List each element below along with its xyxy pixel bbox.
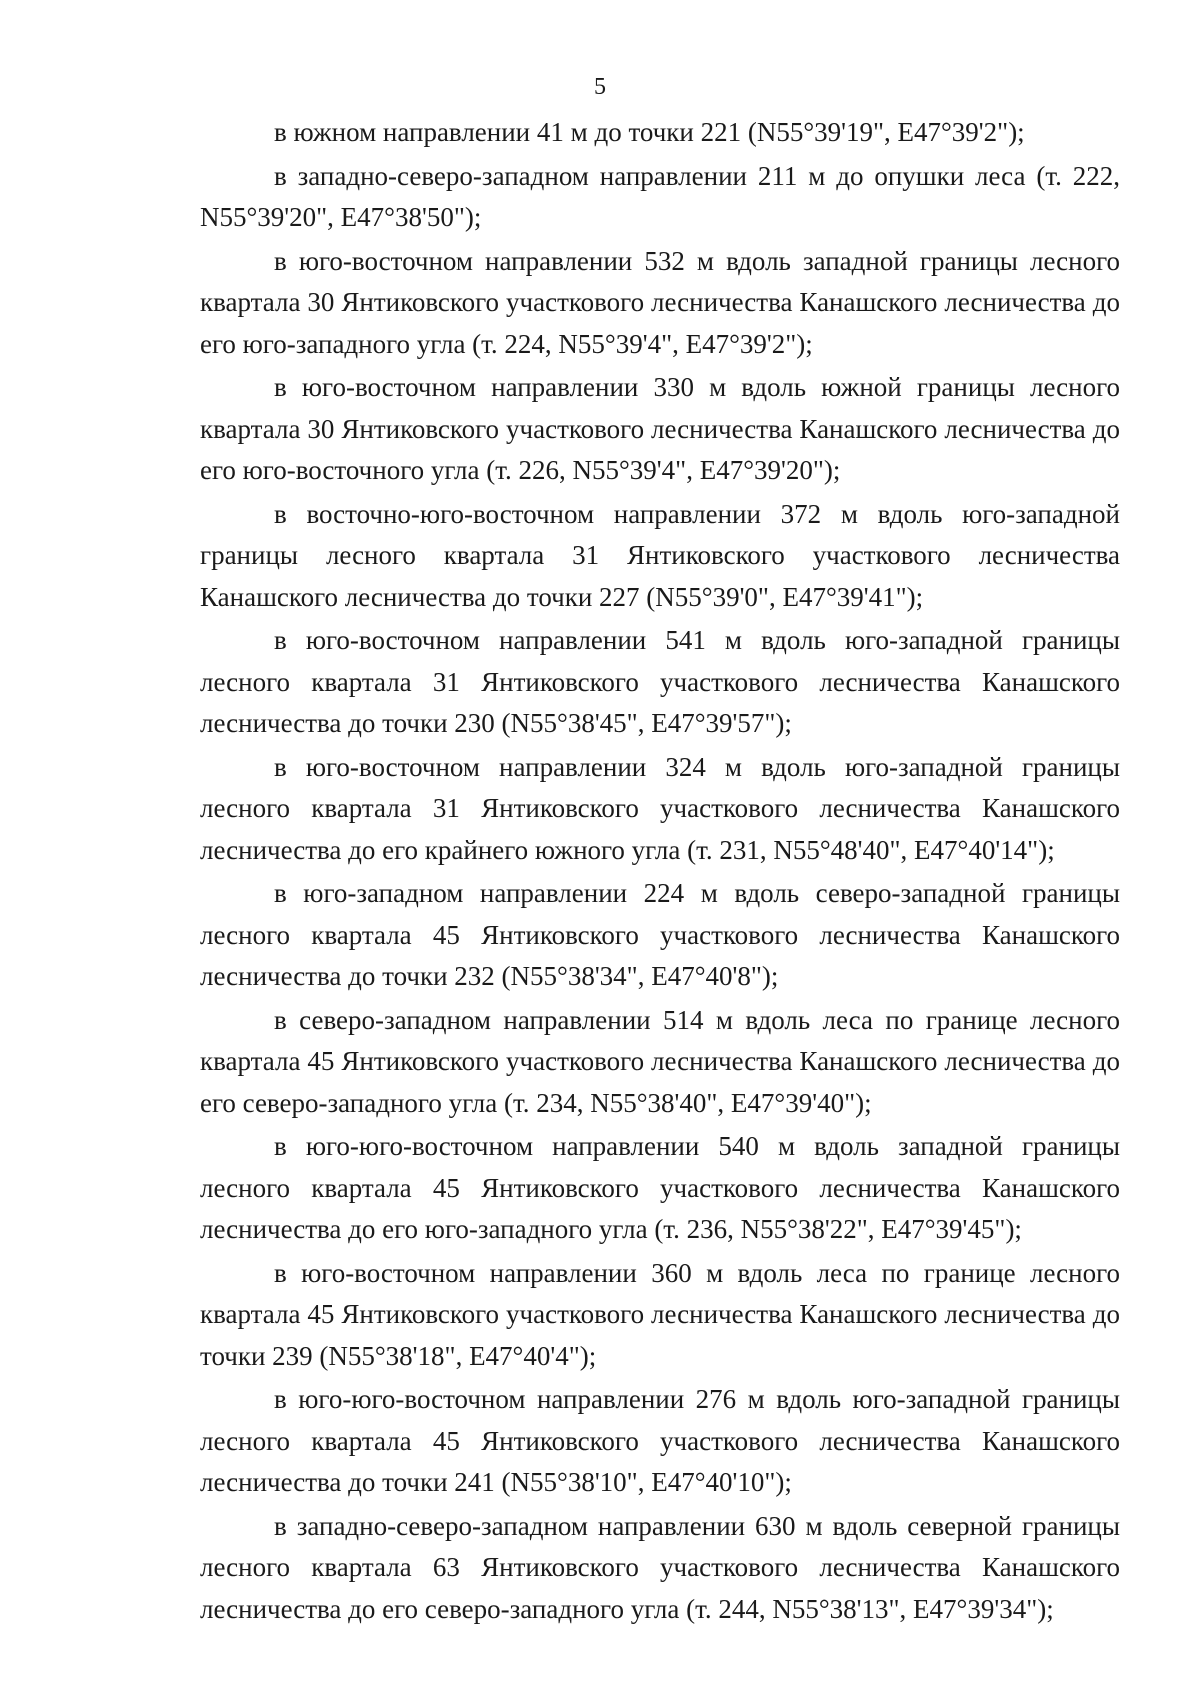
boundary-paragraph: в юго-юго-восточном направлении 540 м вдоль западной границы лесного квартала 45 Янтиковского участкового лесничества Канашского лесничества до его юго-западного угла (т. 236, N55°38'22", E47°39'45");: [200, 1131, 1120, 1244]
page-number: 5: [594, 74, 606, 100]
boundary-paragraph: в юго-восточном направлении 532 м вдоль западной границы лесного квартала 30 Янтиковского участкового лесничества Канашского лесничества до его юго-западного угла (т. 224, N55°39'4", E47°39'2");: [200, 245, 1120, 359]
boundary-paragraph: в юго-восточном направлении 541 м вдоль юго-западной границы лесного квартала 31 Янтиковского участкового лесничества Канашского лесничества до точки 230 (N55°38'45", E47°39'57");: [200, 625, 1120, 738]
boundary-paragraph: в восточно-юго-восточном направлении 372 м вдоль юго-западной границы лесного квартала 31 Янтиковского участкового лесничества Канашского лесничества до точки 227 (N55°39'0", E47°39'41");: [200, 498, 1120, 612]
boundary-paragraph: в западно-северо-западном направлении 211 м до опушки леса (т. 222, N55°39'20", E47°38'50");: [200, 160, 1120, 232]
boundary-paragraph: в юго-восточном направлении 330 м вдоль южной границы лесного квартала 30 Янтиковского участкового лесничества Канашского лесничества до его юго-восточного угла (т. 226, N55°39'4", E47°39'20");: [200, 372, 1120, 485]
boundary-paragraph: в западно-северо-западном направлении 630 м вдоль северной границы лесного квартала 63 Янтиковского участкового лесничества Канашского лесничества до его северо-западного угла (т. 244, N55°38'13", E47°39'34");: [200, 1510, 1120, 1624]
boundary-paragraph: в юго-юго-восточном направлении 276 м вдоль юго-западной границы лесного квартала 45 Янтиковского участкового лесничества Канашского лесничества до точки 241 (N55°38'10", E47°40'10");: [200, 1384, 1120, 1497]
boundary-paragraph: в юго-восточном направлении 360 м вдоль леса по границе лесного квартала 45 Янтиковского участкового лесничества Канашского лесничества до точки 239 (N55°38'18", E47°40'4");: [200, 1257, 1120, 1371]
boundary-paragraph: в южном направлении 41 м до точки 221 (N55°39'19", E47°39'2");: [274, 117, 1025, 147]
document-body: [200, 112, 1120, 1632]
boundary-paragraph: в юго-восточном направлении 324 м вдоль юго-западной границы лесного квартала 31 Янтиковского участкового лесничества Канашского лесничества до его крайнего южного угла (т. 231, N55°48'40", E47°40'14");: [200, 751, 1120, 865]
boundary-paragraph: в юго-западном направлении 224 м вдоль северо-западной границы лесного квартала 45 Янтиковского участкового лесничества Канашского лесничества до точки 232 (N55°38'34", E47°40'8");: [200, 878, 1120, 991]
boundary-paragraph: в северо-западном направлении 514 м вдоль леса по границе лесного квартала 45 Янтиковского участкового лесничества Канашского лесничества до его северо-западного угла (т. 234, N55°38'40", E47°39'40");: [200, 1004, 1120, 1118]
